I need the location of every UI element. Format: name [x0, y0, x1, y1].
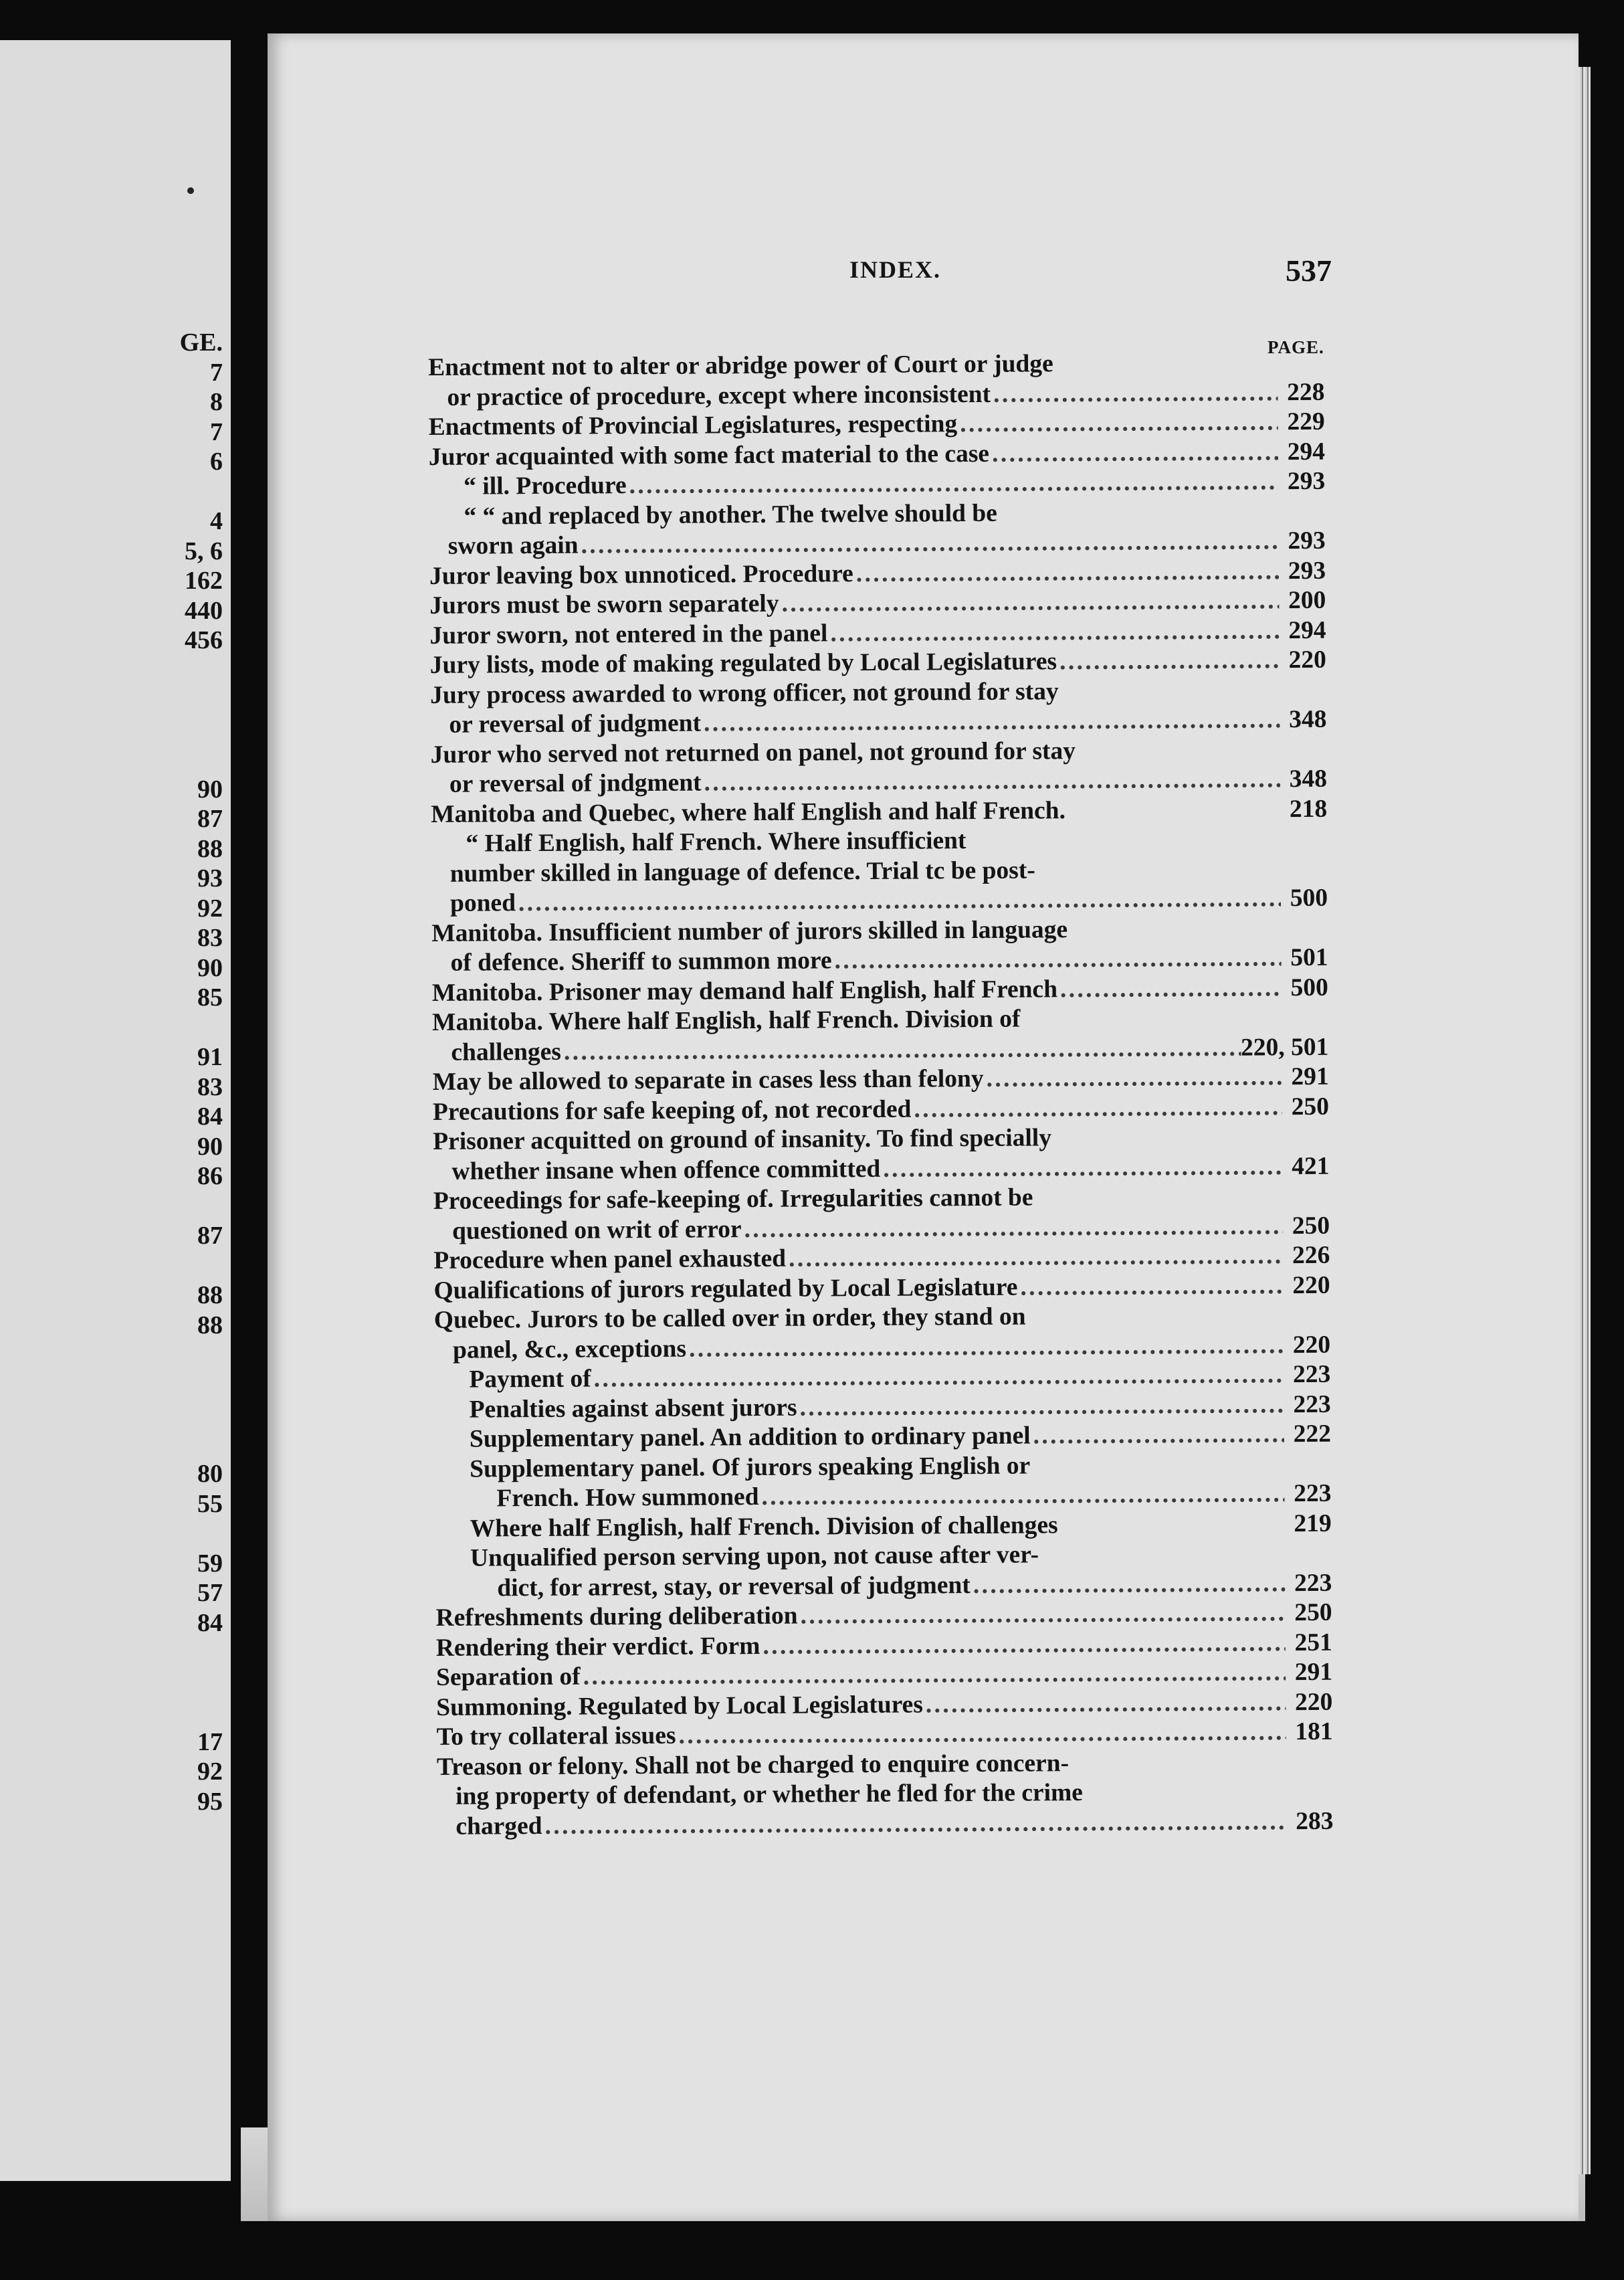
page-number: 537: [1286, 254, 1332, 288]
left-page-header-fragment: GE.: [179, 328, 223, 357]
left-page: [0, 40, 231, 2181]
index-entry-text: ing property of defendant, or whether he fled for the crime: [455, 1779, 1084, 1810]
index-entry-text: Enactment not to alter or abridge power of Court or judge: [428, 350, 1053, 381]
index-entry-text: number skilled in language of defence. Trial tc be post-: [449, 856, 1035, 888]
index-entry-text: Quebec. Jurors to be called over in order, they stand on: [433, 1303, 1026, 1334]
index-entry-text: “ Half English, half French. Where insufficient: [466, 827, 967, 858]
leader-dots: [542, 1807, 1286, 1841]
left-page-number: 80: [197, 1460, 223, 1488]
left-page-number: 88: [197, 1311, 223, 1339]
index-entry-text: of defence. Sheriff to summon more: [450, 947, 832, 977]
left-page-number: [180, 656, 223, 686]
leader-dots: [686, 1331, 1284, 1364]
left-page-number: 90: [197, 775, 223, 803]
left-page-number: [180, 1638, 223, 1668]
index-entry-page: 181: [1295, 1717, 1333, 1746]
leader-dots: [741, 1212, 1283, 1244]
index-entry-page: 220: [1292, 1271, 1330, 1299]
index-entry-page: 228: [1287, 378, 1325, 406]
left-page-number: 87: [197, 1222, 223, 1250]
left-page-number: [180, 1251, 223, 1281]
left-page-number: [180, 1370, 223, 1400]
index-entry-page: 293: [1287, 467, 1326, 496]
leader-dots: [797, 1598, 1285, 1631]
index-entry-text: Jury process awarded to wrong officer, not ground for stay: [429, 677, 1059, 709]
index-entry-text: dict, for arrest, stay, or reversal of judgment: [497, 1571, 971, 1602]
left-page-number: 6: [210, 448, 223, 476]
left-page-number: 85: [197, 983, 223, 1012]
running-head: INDEX.: [849, 256, 942, 283]
index-entry-page: 294: [1288, 616, 1326, 644]
index-entry-text: poned: [449, 889, 516, 917]
index-entry-text: Qualifications of jurors regulated by Local Legislature: [433, 1273, 1018, 1305]
left-page-number: 440: [185, 596, 223, 625]
left-page-number: [180, 477, 223, 507]
left-page-number: 84: [197, 1103, 223, 1131]
index-entry-text: Refreshments during deliberation: [435, 1602, 798, 1632]
left-page-number: [180, 1400, 223, 1430]
left-page-number: 7: [210, 417, 223, 446]
left-page-number: [180, 1192, 223, 1222]
index-entry-text: Payment of: [469, 1365, 591, 1394]
index-entry-page: 220: [1294, 1688, 1333, 1716]
leader-dots: [923, 1688, 1286, 1720]
leader-dots: [701, 765, 1280, 798]
leader-dots: [831, 943, 1281, 976]
left-page-number: 87: [197, 805, 223, 833]
index-entry-page: 293: [1288, 557, 1326, 585]
left-page-number: 91: [197, 1043, 223, 1071]
left-page-number-column: [180, 328, 223, 1816]
leader-dots: [957, 407, 1278, 439]
left-page-number: 90: [197, 953, 223, 982]
leader-dots: [779, 586, 1279, 619]
leader-dots: [1057, 973, 1282, 1005]
index-entry-text: Jurors must be sworn separately: [429, 589, 779, 620]
index-entry-text: Unqualified person serving upon, not cause after ver-: [470, 1541, 1039, 1572]
index-entry-page: 501: [1290, 943, 1328, 972]
index-entry-page: 223: [1294, 1479, 1332, 1508]
leader-dots: [758, 1479, 1284, 1512]
index-entry-text: charged: [455, 1812, 542, 1840]
left-page-number: 59: [197, 1549, 223, 1578]
index-entry-text: Juror sworn, not entered in the panel: [429, 619, 828, 650]
index-entry-text: Supplementary panel. Of jurors speaking English or: [470, 1452, 1031, 1483]
left-page-number: 55: [197, 1489, 223, 1518]
leader-dots: [1057, 646, 1280, 677]
index-entry-page: 220: [1288, 646, 1326, 674]
index-entry-page: 223: [1292, 1360, 1331, 1389]
index-entry-text: challenges: [451, 1038, 562, 1066]
index-entry-page: 294: [1287, 438, 1326, 466]
leader-dots: [989, 438, 1278, 469]
index-entries: [428, 348, 1334, 1842]
index-entry-text: questioned on writ of error: [451, 1215, 742, 1245]
leader-dots: [516, 884, 1281, 918]
left-page-number: 8: [210, 388, 223, 416]
index-entry-page: 283: [1296, 1807, 1334, 1835]
left-page-number: [180, 715, 223, 745]
index-entry-page: 223: [1294, 1569, 1332, 1597]
index-entry-page: 500: [1290, 973, 1328, 1002]
index-entry-text: or reversal of jndgment: [449, 769, 702, 798]
index-entry: [437, 1806, 1333, 1842]
index-entry-page: 348: [1288, 705, 1327, 734]
index-entry-page: 219: [1294, 1509, 1332, 1537]
leader-dots: [676, 1717, 1286, 1751]
left-page-number: 17: [197, 1727, 223, 1756]
leader-dots: [581, 1658, 1286, 1692]
left-page-number: [180, 1668, 223, 1698]
index-entry-page: 251: [1294, 1628, 1332, 1656]
leader-dots: [911, 1092, 1282, 1125]
index-entry-page: 218: [1289, 795, 1328, 823]
index-entry-text: Penalties against absent jurors: [469, 1394, 797, 1424]
left-page-number: 57: [197, 1579, 223, 1607]
left-page-number: [180, 745, 223, 775]
leader-dots: [760, 1628, 1286, 1661]
index-entry-page: 250: [1294, 1598, 1332, 1627]
index-entry-text: whether insane when offence committed: [451, 1155, 881, 1185]
left-page-number: [180, 1430, 223, 1460]
left-page-number: 95: [197, 1787, 223, 1816]
index-entry-text: Manitoba and Quebec, where half English and half French.: [431, 796, 1066, 828]
index-entry-text: sworn again: [447, 531, 579, 560]
leader-dots: [1017, 1271, 1283, 1303]
index-entry-text: or reversal of judgment: [449, 709, 702, 739]
left-page-number: 83: [197, 924, 223, 952]
index-entry-text: Manitoba. Insufficient number of jurors skilled in language: [431, 915, 1068, 947]
index-entry-page: 229: [1287, 407, 1325, 436]
left-page-number: 92: [197, 1758, 223, 1786]
index-entry-page: 223: [1293, 1390, 1331, 1418]
left-page-number: [180, 1340, 223, 1370]
index-entry-text: Precautions for safe keeping of, not recorded: [432, 1095, 912, 1126]
leader-dots: [591, 1360, 1284, 1394]
index-entry-text: or practice of procedure, except where inconsistent: [447, 380, 991, 411]
leader-dots: [880, 1152, 1282, 1184]
index-entry-text: Juror leaving box unnoticed. Procedure: [429, 559, 853, 590]
index-entry-page: 500: [1290, 884, 1328, 913]
index-entry-text: Prisoner acquitted on ground of insanity. To find specially: [433, 1124, 1052, 1155]
index-entry-text: Supplementary panel. An addition to ordinary panel: [469, 1422, 1031, 1453]
index-entry-text: “ ill. Procedure: [464, 472, 627, 500]
index-entry-text: Procedure when panel exhausted: [433, 1244, 787, 1274]
index-entry-text: May be allowed to separate in cases less than felony: [432, 1064, 984, 1096]
index-entry-page: 291: [1291, 1062, 1329, 1091]
index-entry-page: 250: [1292, 1212, 1330, 1240]
leader-dots: [991, 378, 1278, 409]
index-entry-text: Proceedings for safe-keeping of. Irregularities cannot be: [433, 1183, 1033, 1215]
left-page-number: [180, 1697, 223, 1727]
index-entry-text: French. How summoned: [496, 1483, 759, 1513]
left-page-number: 7: [210, 358, 223, 387]
leader-dots: [827, 616, 1279, 649]
index-entry-text: Manitoba. Prisoner may demand half English, half French: [431, 975, 1058, 1007]
index-entry-text: Juror acquainted with some fact material to the case: [428, 440, 990, 471]
index-entry-page: 348: [1289, 765, 1328, 793]
index-entry-text: Jury lists, mode of making regulated by Local Legislatures: [429, 648, 1057, 679]
left-page-number: 456: [185, 626, 223, 654]
left-page-number: 88: [197, 834, 223, 863]
index-entry-page: 291: [1294, 1658, 1333, 1687]
leader-dots: [578, 527, 1278, 561]
index-entry-text: Rendering their verdict. Form: [435, 1632, 760, 1662]
index-entry-page: 220, 501: [1240, 1033, 1329, 1062]
leader-dots: [971, 1569, 1286, 1600]
leader-dots: [561, 1033, 1241, 1067]
index-entry-page: 293: [1288, 527, 1326, 555]
leader-dots: [1030, 1420, 1284, 1451]
left-page-number: [180, 685, 223, 715]
leader-dots: [626, 467, 1278, 500]
leader-dots: [853, 557, 1280, 589]
index-entry-page: 226: [1292, 1241, 1330, 1270]
left-page-number: 4: [210, 507, 223, 535]
left-page-number: 92: [197, 894, 223, 923]
left-page-number: [180, 1519, 223, 1549]
left-page-number: 90: [197, 1132, 223, 1161]
leader-dots: [983, 1062, 1282, 1094]
left-page-number: 88: [197, 1281, 223, 1309]
left-page-number: 93: [197, 864, 223, 892]
leader-dots: [797, 1390, 1284, 1423]
index-entry-page: 421: [1292, 1152, 1330, 1180]
index-entry-page: 250: [1291, 1092, 1330, 1121]
leader-dots: [786, 1241, 1283, 1274]
left-page-number: 162: [185, 567, 223, 595]
left-page-number: 84: [197, 1608, 223, 1637]
left-page-number: [180, 1013, 223, 1043]
left-page-numbers: [180, 358, 223, 1817]
leader-dots: [701, 705, 1280, 739]
index-entry-text: Summoning. Regulated by Local Legislatures: [436, 1691, 923, 1721]
page-column-label: PAGE.: [1267, 337, 1324, 357]
index-entry-text: Separation of: [435, 1662, 581, 1691]
index-entry-text: panel, &c., exceptions: [452, 1335, 687, 1364]
index-entry-text: “ “ and replaced by another. The twelve should be: [464, 499, 997, 531]
index-entry-page: 220: [1292, 1331, 1331, 1359]
index-entry-text: Treason or felony. Shall not be charged to enquire concern-: [436, 1749, 1070, 1781]
index-entry-text: Enactments of Provincial Legislatures, respecting: [428, 410, 958, 441]
ink-speck: [187, 187, 194, 194]
index-entry-text: Manitoba. Where half English, half French. Division of: [431, 1005, 1021, 1036]
index-entry-page: 222: [1293, 1420, 1332, 1448]
index-entry-text: Where half English, half French. Division of challenges: [470, 1511, 1058, 1543]
left-page-number: 86: [197, 1162, 223, 1190]
index-entry-text: To try collateral issues: [436, 1721, 676, 1751]
left-page-number: 83: [197, 1072, 223, 1101]
left-page-number: 5, 6: [185, 537, 223, 565]
index-entry-page: 200: [1288, 586, 1326, 615]
index-entry-text: Juror who served not returned on panel, not ground for stay: [430, 737, 1076, 769]
